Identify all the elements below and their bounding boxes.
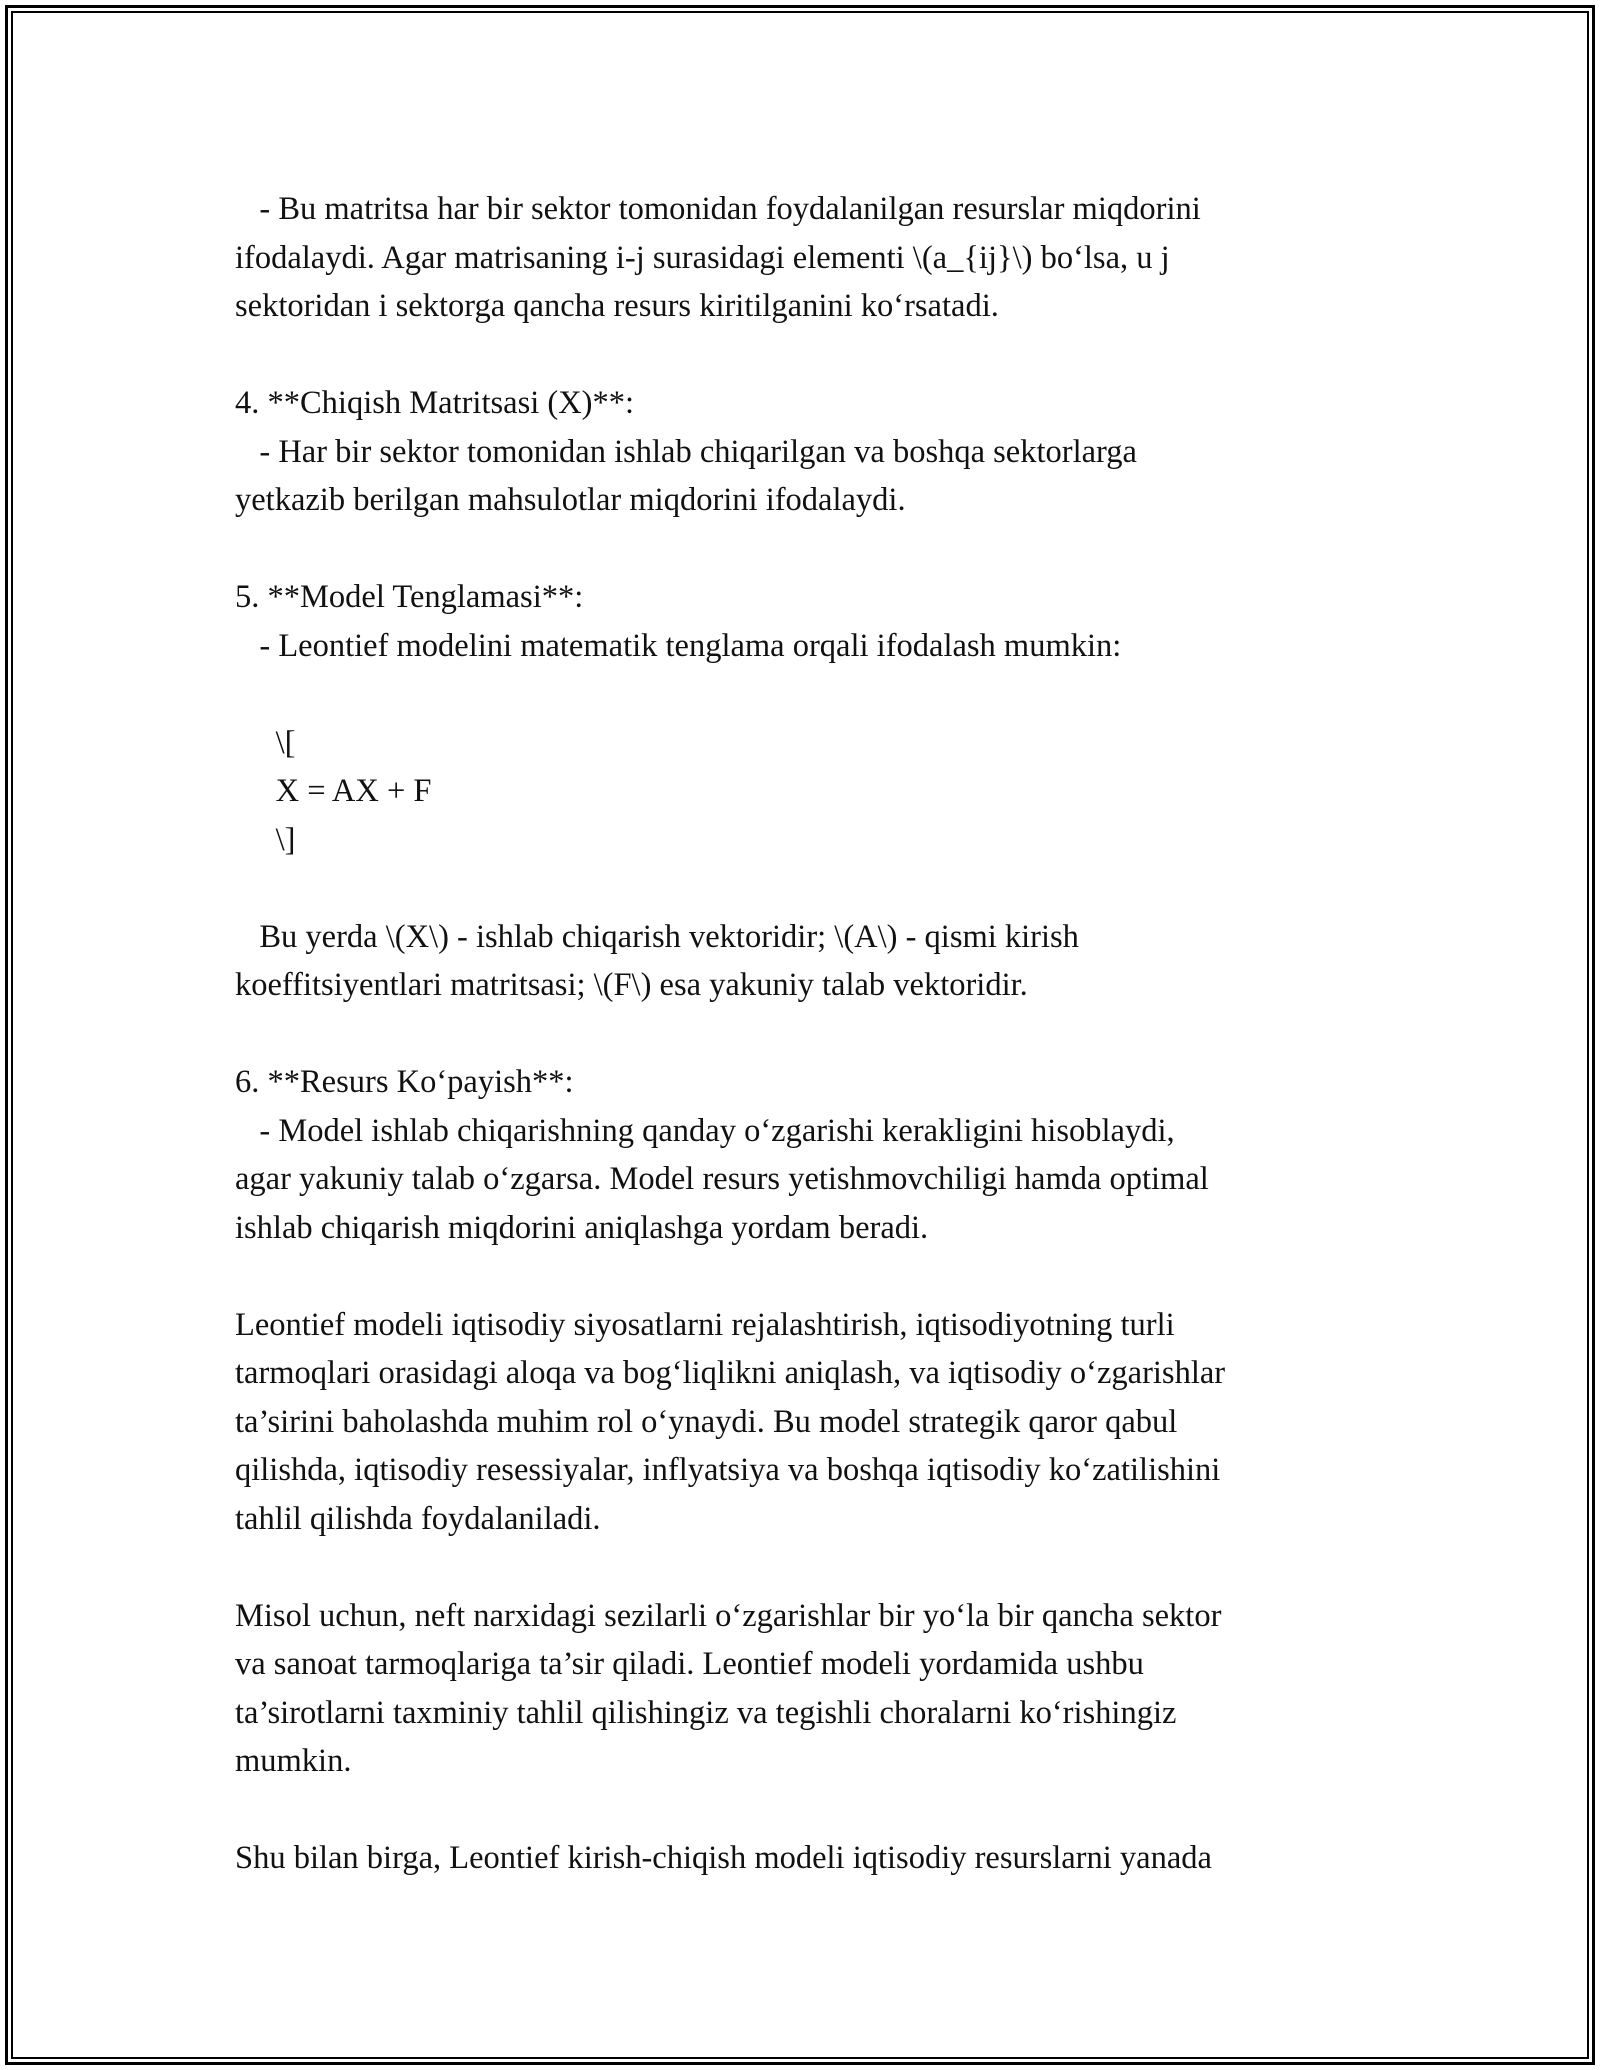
text-line: tarmoqlari orasidagi aloqa va bog‘liqlikni aniqlash, va iqtisodiy o‘zgarishlar <box>235 1355 1226 1391</box>
text-line: sektoridan i sektorga qancha resurs kiritilganini ko‘rsatadi. <box>235 288 999 324</box>
text-line: - Model ishlab chiqarishning qanday o‘zgarishi kerakligini hisoblaydi, <box>235 1112 1175 1149</box>
text-line: - Har bir sektor tomonidan ishlab chiqarilgan va boshqa sektorlarga <box>235 433 1137 470</box>
text-line: mumkin. <box>235 1743 352 1779</box>
text-line: Bu yerda \(X\) - ishlab chiqarish vektoridir; \(A\) - qismi kirish <box>235 918 1079 955</box>
document-body <box>235 185 1375 1883</box>
text-line: koeffitsiyentlari matritsasi; \(F\) esa yakuniy talab vektoridir. <box>235 967 1028 1003</box>
section-heading: 6. **Resurs Ko‘payish**: <box>235 1064 574 1100</box>
text-line: - Bu matritsa har bir sektor tomonidan foydalanilgan resurslar miqdorini <box>235 191 1201 227</box>
text-line: ta’sirotlarni taxminiy tahlil qilishingiz va tegishli choralarni ko‘rishingiz <box>235 1694 1177 1731</box>
blank-line <box>235 525 1375 574</box>
section-heading: 5. **Model Tenglamasi**: <box>235 579 584 615</box>
blank-line <box>235 864 1375 913</box>
section-heading: 4. **Chiqish Matritsasi (X)**: <box>235 385 635 421</box>
text-line: va sanoat tarmoqlariga ta’sir qiladi. Leontief modeli yordamida ushbu <box>235 1646 1144 1682</box>
text-line: Shu bilan birga, Leontief kirish-chiqish modeli iqtisodiy resurslarni yanada <box>235 1840 1212 1876</box>
text-line: tahlil qilishda foydalaniladi. <box>235 1500 601 1537</box>
blank-line <box>235 670 1375 719</box>
equation-line: X = AX + F <box>235 773 432 809</box>
blank-line <box>235 1010 1375 1059</box>
text-line: yetkazib berilgan mahsulotlar miqdorini ifodalaydi. <box>235 482 906 518</box>
text-line: agar yakuniy talab o‘zgarsa. Model resurs yetishmovchiligi hamda optimal <box>235 1161 1209 1197</box>
equation-line: \] <box>235 821 296 858</box>
blank-line <box>235 1786 1375 1835</box>
text-line: ifodalaydi. Agar matrisaning i-j surasidagi elementi \(a_{ij}\) bo‘lsa, u j <box>235 239 1170 276</box>
text-line: qilishda, iqtisodiy resessiyalar, inflyatsiya va boshqa iqtisodiy ko‘zatilishini <box>235 1452 1221 1488</box>
text-line: ishlab chiqarish miqdorini aniqlashga yordam beradi. <box>235 1209 929 1246</box>
text-line: Misol uchun, neft narxidagi sezilarli o‘zgarishlar bir yo‘la bir qancha sektor <box>235 1597 1222 1634</box>
text-line: - Leontief modelini matematik tenglama orqali ifodalash mumkin: <box>235 627 1122 664</box>
blank-line <box>235 1543 1375 1592</box>
equation-line: \[ <box>235 724 296 761</box>
text-line: Leontief modeli iqtisodiy siyosatlarni rejalashtirish, iqtisodiyotning turli <box>235 1306 1175 1343</box>
blank-line <box>235 1252 1375 1301</box>
text-line: ta’sirini baholashda muhim rol o‘ynaydi. Bu model strategik qaror qabul <box>235 1403 1178 1440</box>
blank-line <box>235 331 1375 380</box>
